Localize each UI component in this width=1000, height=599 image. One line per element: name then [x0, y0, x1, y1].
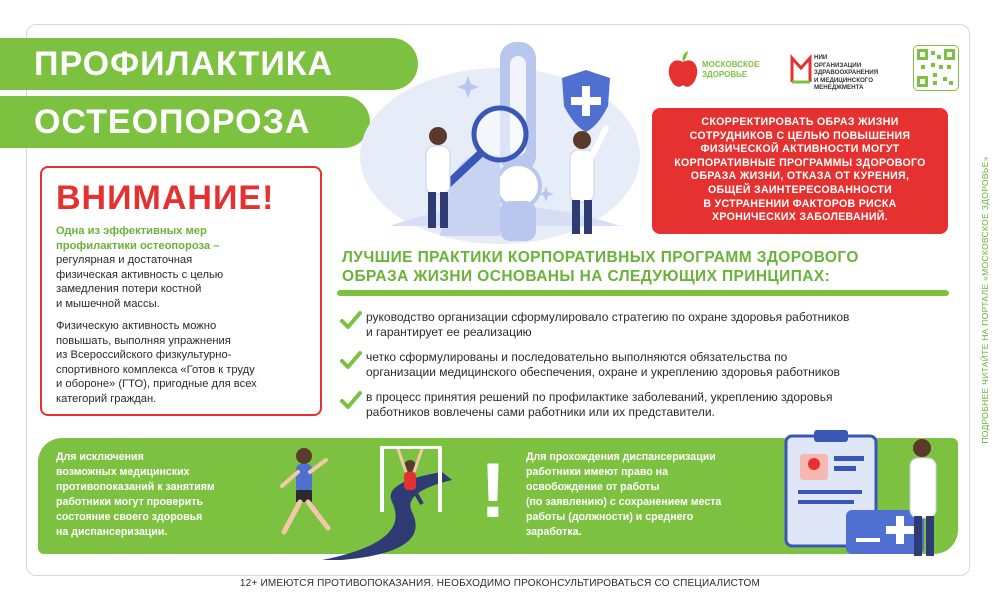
mz-line-1: МОСКОВСКОЕ [702, 60, 760, 69]
red-box-line-2: СОТРУДНИКОВ С ЦЕЛЬЮ ПОВЫШЕНИЯ [689, 129, 911, 142]
attention-paragraph-2 [56, 319, 306, 406]
bottom-right-text [526, 450, 766, 540]
exclamation-mark: ! [480, 446, 506, 534]
principle-3-line-2: работников вовлечены сами работники или их представители. [366, 405, 715, 419]
footer-disclaimer: 12+ ИМЕЮТСЯ ПРОТИВОПОКАЗАНИЯ. НЕОБХОДИМО ПРОКОНСУЛЬТИРОВАТЬСЯ СО СПЕЦИАЛИСТОМ [239, 578, 761, 589]
bottom-right-line-2: работники имеют право на [526, 466, 668, 478]
attention-p2-line-4: спортивного комплекса «Готов к труду [56, 363, 255, 376]
attention-p2-line-2: повышать, выполняя упражнения [56, 334, 231, 347]
red-box-line-3: ФИЗИЧЕСКОЙ АКТИВНОСТИ МОГУТ [700, 143, 900, 156]
red-box-line-8: ХРОНИЧЕСКИХ ЗАБОЛЕВАНИЙ. [712, 211, 888, 224]
nii-line-4: И МЕДИЦИНСКОГО [814, 76, 874, 84]
principle-2-line-2: организации медицинского обеспечения, охране и укреплению здоровья работников [366, 365, 840, 379]
attention-heading: ВНИМАНИЕ! [56, 179, 275, 217]
attention-p2-line-3: из Всероссийского физкультурно- [56, 349, 232, 361]
attention-p1-line-2: физическая активность с целью [56, 268, 224, 281]
attention-p2-line-6: категорий граждан. [56, 392, 157, 405]
principles-title-line-1: ЛУЧШИЕ ПРАКТИКИ КОРПОРАТИВНЫХ ПРОГРАММ ЗДОРОВОГО [342, 249, 859, 266]
nii-line-2: ОРГАНИЗАЦИИ [814, 61, 862, 69]
attention-highlight-line-2: профилактики остеопороза – [56, 239, 220, 252]
bottom-left-line-6: на диспансеризации. [56, 526, 168, 538]
nii-line-3: ЗДРАВООХРАНЕНИЯ [814, 69, 879, 77]
bottom-left-line-4: работники могут проверить [56, 496, 203, 508]
checkmark-icon [340, 350, 362, 372]
principle-2-line-1: четко сформулированы и последовательно выполняются обязательства по [366, 350, 788, 364]
red-box-line-5: ОБРАЗА ЖИЗНИ, ОТКАЗА ОТ КУРЕНИЯ, [690, 170, 910, 183]
attention-p2-line-1: Физическую активность можно [56, 320, 217, 332]
attention-p2-line-5: и обороне» (ГТО), пригодные для всех [56, 378, 257, 390]
red-box-line-6: ОБЩЕЙ ЗАИНТЕРЕСОВАННОСТИ [707, 183, 893, 196]
nii-logo [790, 50, 900, 90]
bottom-left-text [56, 450, 266, 540]
principles-title [342, 248, 942, 286]
attention-box [40, 166, 322, 416]
sport-illustration [262, 432, 462, 560]
principles-divider [337, 290, 949, 296]
principle-3-line-1: в процесс принятия решений по профилактике заболеваний, укреплению здоровья [366, 390, 833, 404]
medical-card-illustration [776, 428, 960, 568]
principle-1-line-2: и гарантирует ее реализацию [366, 325, 532, 339]
bottom-left-line-2: возможных медицинских [56, 466, 190, 478]
nii-line-5: МЕНЕДЖМЕНТА [814, 84, 864, 92]
moscow-health-logo [666, 50, 776, 90]
nii-emblem-icon [790, 54, 812, 84]
bottom-right-line-5: работы (должности) и среднего [526, 511, 694, 523]
bottom-right-line-3: освобождение от работы [526, 481, 660, 493]
nii-line-1: НИИ [814, 54, 828, 61]
attention-paragraph-1 [56, 224, 306, 311]
attention-highlight-line-1: Одна из эффективных мер [56, 225, 207, 237]
red-box-line-7: В УСТРАНЕНИИ ФАКТОРОВ РИСКА [703, 197, 897, 210]
bottom-left-line-1: Для исключения [56, 451, 144, 463]
qr-code-icon [917, 49, 955, 87]
bottom-right-line-4: (по заявлению) с сохранением места [526, 496, 722, 508]
red-info-box [652, 108, 948, 234]
attention-p1-line-4: и мышечной массы. [56, 297, 160, 310]
apple-icon [666, 50, 700, 90]
checkmark-icon [340, 310, 362, 332]
qr-code[interactable] [913, 45, 959, 91]
red-box-line-1: СКОРРЕКТИРОВАТЬ ОБРАЗ ЖИЗНИ [701, 116, 899, 128]
bottom-right-line-6: заработка. [526, 526, 582, 538]
bottom-right-line-1: Для прохождения диспансеризации [526, 451, 716, 463]
mz-line-2: ЗДОРОВЬЕ [702, 70, 748, 79]
red-box-line-4: КОРПОРАТИВНЫЕ ПРОГРАММЫ ЗДОРОВОГО [674, 156, 926, 169]
title-line-2: ОСТЕОПОРОЗА [0, 96, 370, 148]
hero-illustration [350, 36, 650, 246]
principle-1-line-1: руководство организации сформулировало стратегию по охране здоровья работников [366, 310, 850, 324]
checkmark-icon [340, 390, 362, 412]
bottom-left-line-5: состояние своего здоровья [56, 511, 203, 523]
bottom-left-line-3: противопоказаний к занятиям [56, 481, 215, 493]
attention-p1-line-1: регулярная и достаточная [56, 254, 193, 266]
title-line-1: ПРОФИЛАКТИКА [0, 38, 418, 90]
principles-title-line-2: ОБРАЗА ЖИЗНИ ОСНОВАНЫ НА СЛЕДУЮЩИХ ПРИНЦИПАХ: [342, 268, 831, 285]
attention-p1-line-3: замедления потери костной [56, 283, 202, 295]
portal-side-text: ПОДРОБНЕЕ ЧИТАЙТЕ НА ПОРТАЛЕ «МОСКОВСКОЕ ЗДОРОВЬЕ» [980, 156, 990, 444]
